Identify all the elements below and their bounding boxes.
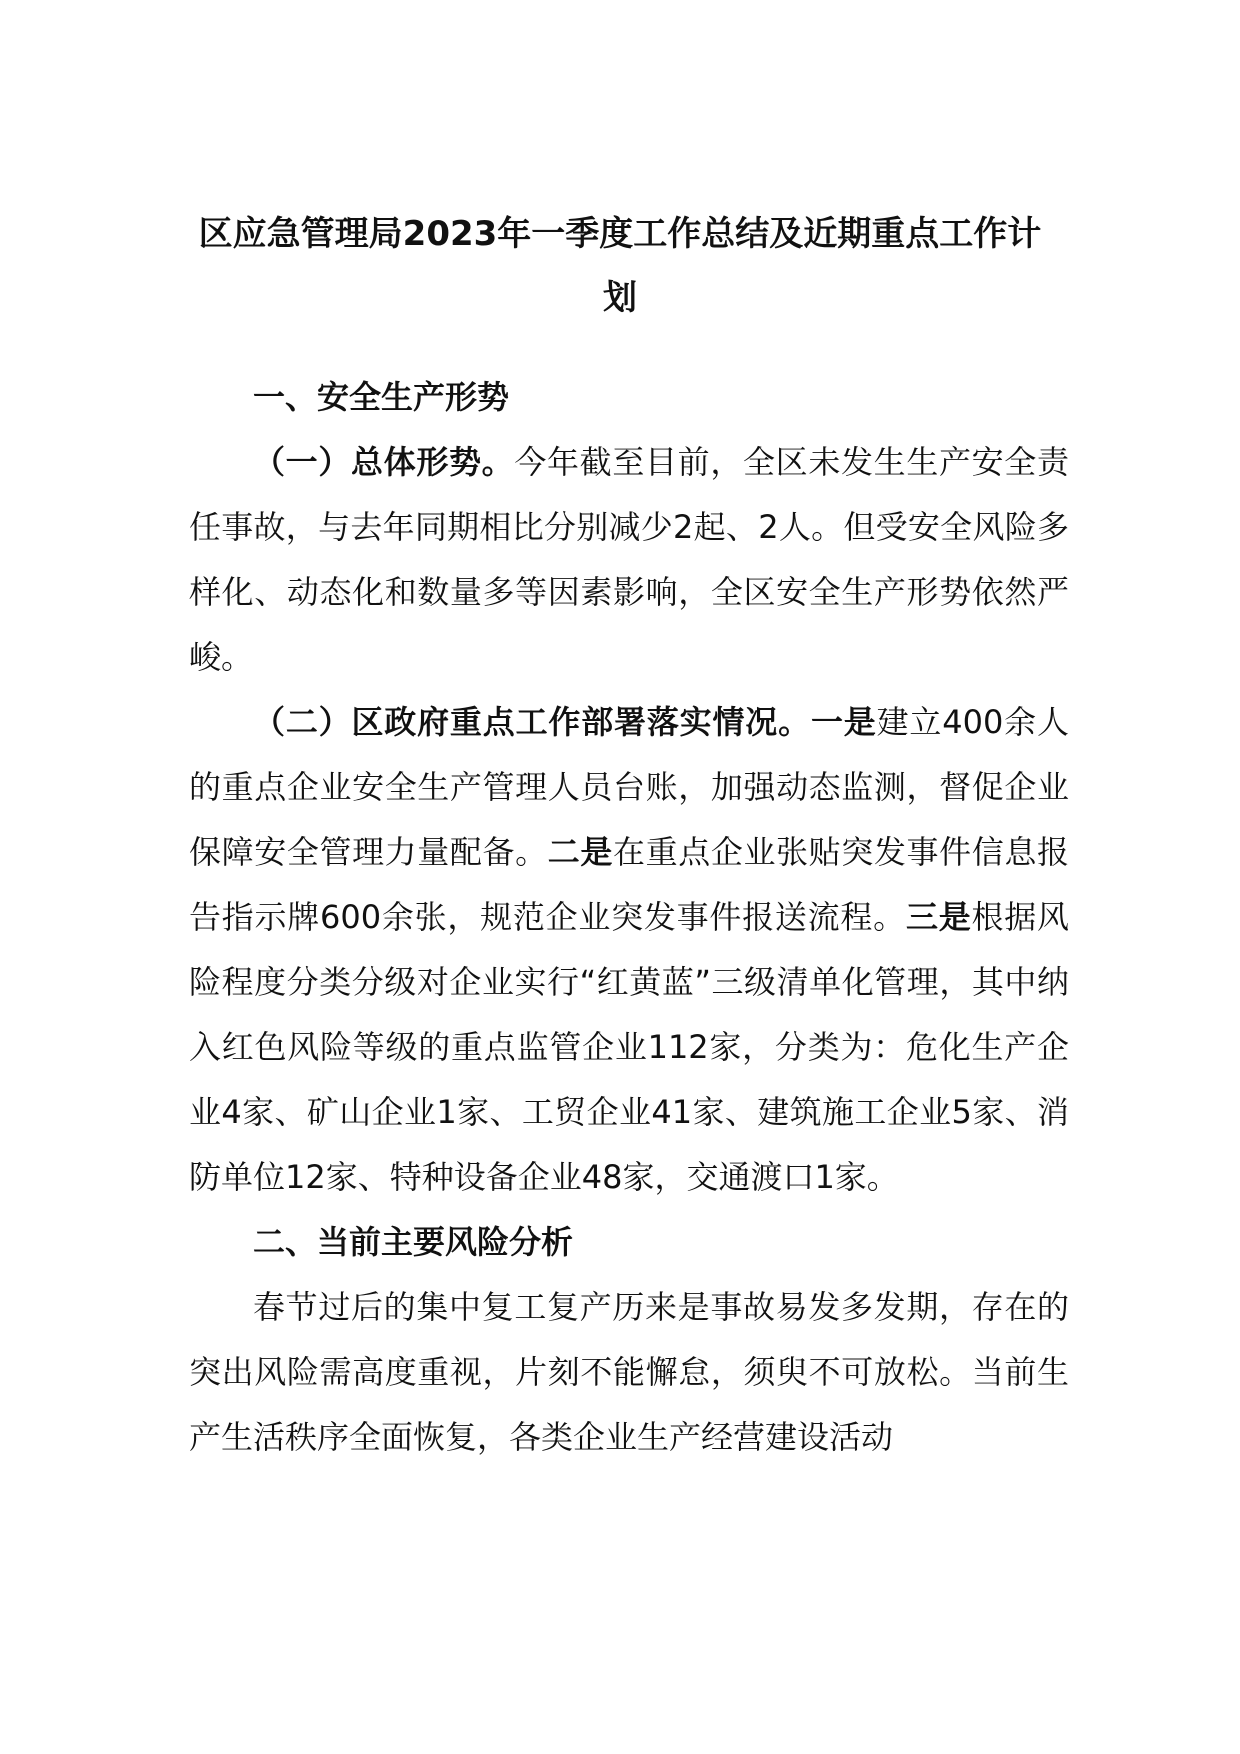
item-text-third: 根据风险程度分类分级对企业实行“红黄蓝”三级清单化管理，其中纳入红色风险等级的重点监管企业112家，分类为：危化生产企业4家、矿山企业1家、工贸企业41家、建筑施工企业5家、消防单位12家、特种设备企业48家，交通渡口1家。 <box>189 898 1069 1196</box>
document-title: 区应急管理局2023年一季度工作总结及近期重点工作计划 <box>198 214 1042 318</box>
item-marker-second: 二是 <box>547 833 613 871</box>
item-marker-first: 一是 <box>810 703 877 741</box>
paragraph-risk-analysis: 春节过后的集中复工复产历来是事故易发多发期，存在的突出风险需高度重视，片刻不能懈怠，须臾不可放松。当前生产生活秩序全面恢复，各类企业生产经营建设活动 <box>189 1288 1069 1456</box>
paragraph-lead: （二）区政府重点工作部署落实情况。 <box>253 703 811 741</box>
document-body <box>189 365 1069 1470</box>
item-text-first: 建立400余人的重点企业安全生产管理人员台账，加强动态监测，督促企业保障安全管理力量配备。 <box>189 703 1069 871</box>
paragraph-text: 今年截至目前，全区未发生生产安全责任事故，与去年同期相比分别减少2起、2人。但受安全风险多样化、动态化和数量多等因素影响，全区安全生产形势依然严峻。 <box>189 443 1069 676</box>
section-heading-safety-situation: 一、安全生产形势 <box>253 378 510 416</box>
item-text-second: 在重点企业张贴突发事件信息报告指示牌600余张，规范企业突发事件报送流程。 <box>189 833 1069 936</box>
paragraph-key-work-implementation <box>189 690 1069 1210</box>
item-marker-third: 三是 <box>905 898 972 936</box>
paragraph-lead: （一）总体形势。 <box>253 443 515 481</box>
paragraph-overall-situation <box>189 430 1069 690</box>
section-heading-risk-analysis: 二、当前主要风险分析 <box>253 1223 574 1261</box>
